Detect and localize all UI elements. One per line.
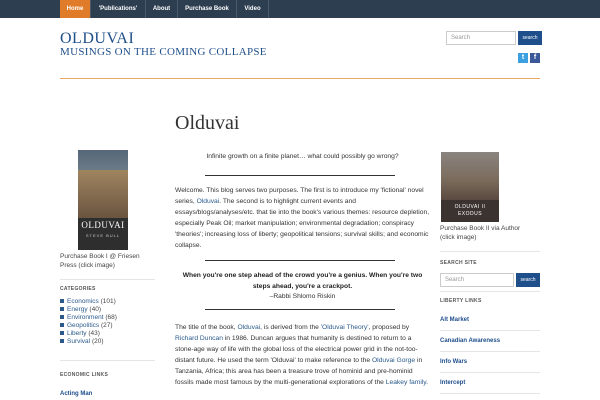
cover-subtitle: EXODUS (457, 211, 483, 217)
intro-text: . The second is to highlight current events and essays/blogs/analyses/etc. that tie into the book's various themes: resource depletion, especially Peak Oil; market manipulation; environmental degradation; conspiracy 'theories'; increasing loss of liberty; geopolitical tensions; survival skills; and economic collapse. (175, 198, 430, 249)
cover-title: OLDUVAI (81, 220, 125, 230)
liberty-link[interactable]: Info Wars (440, 359, 468, 365)
category-count: (68) (105, 314, 117, 321)
page-title: Olduvai (175, 112, 240, 134)
search-site-heading: SEARCH SITE (440, 260, 477, 266)
para-text: in 1986. Duncan argues that humanity is destined to return to a stone-age way of life with the global loss of the electrical power grid in the not-too-distant future. He used the term 'Olduvai' to make reference to the (175, 335, 418, 364)
site-title[interactable]: OLDUVAI (60, 30, 135, 47)
cover-image (441, 152, 499, 200)
nav-about[interactable]: About (146, 0, 178, 18)
quote-text: When you're one step ahead of the crowd you're a genius. When you're two steps ahead, you're a crackpot. (182, 272, 423, 290)
twitter-icon[interactable]: t (518, 53, 528, 63)
rss-icon (60, 315, 64, 319)
category-count: (20) (91, 338, 104, 345)
nav-publications[interactable]: 'Publications' (91, 0, 146, 18)
para-text: , is derived from the (260, 324, 321, 331)
category-link[interactable]: Economics (67, 298, 99, 305)
categories-list (60, 298, 117, 346)
rss-icon (60, 299, 64, 303)
sidebar-search-button[interactable]: search (516, 273, 540, 287)
book-one-caption: Purchase Book I @ Friesen Press (click image) (60, 253, 140, 269)
cover-rock (78, 170, 128, 218)
sidebar-divider (440, 330, 540, 331)
sidebar-divider (440, 351, 540, 352)
nav-purchase-book[interactable]: Purchase Book (178, 0, 237, 18)
rss-icon (60, 339, 64, 343)
content-rule (205, 175, 395, 176)
category-item[interactable] (60, 330, 117, 338)
top-navbar (0, 0, 600, 18)
category-item[interactable] (60, 322, 117, 330)
categories-heading: CATEGORIES (60, 286, 96, 292)
facebook-icon[interactable]: f (530, 53, 540, 63)
category-count: (27) (100, 322, 113, 329)
sidebar-divider (60, 279, 155, 280)
category-item[interactable] (60, 338, 117, 346)
sidebar-search-input[interactable]: Search (440, 273, 514, 287)
nav-video[interactable]: Video (237, 0, 269, 18)
liberty-link[interactable]: Alt Market (440, 317, 470, 323)
olduvai-link[interactable]: Olduvai (196, 198, 220, 205)
category-link[interactable]: Geopolitics (67, 322, 100, 329)
rss-icon (60, 331, 64, 335)
site-tagline: MUSINGS ON THE COMING COLLAPSE (60, 46, 267, 58)
sidebar-divider (440, 291, 540, 292)
quote-attribution: –Rabbi Shlomo Riskin (269, 293, 336, 300)
rss-icon (60, 307, 64, 311)
category-link[interactable]: Energy (67, 306, 88, 313)
nav-home[interactable]: Home (60, 0, 91, 18)
header-search-button[interactable]: search (518, 31, 542, 45)
intro-paragraph (175, 185, 430, 251)
olduvai-gorge-link[interactable]: Olduvai Gorge (371, 357, 416, 364)
blog-tagline: Infinite growth on a finite planet… what could possibly go wrong? (206, 153, 399, 160)
richard-duncan-link[interactable]: Richard Duncan (175, 335, 223, 342)
category-link[interactable]: Environment (67, 314, 104, 321)
olduvai-theory-link[interactable]: 'Olduvai Theory' (320, 324, 369, 331)
para-text: The title of the book, (175, 324, 238, 331)
sidebar-divider (60, 360, 155, 361)
para-text: , proposed by (368, 324, 410, 331)
category-item[interactable] (60, 314, 117, 322)
intro-text: Welcome. This blog serves two purposes. The first is to introduce my 'fictional' novel series, (175, 187, 424, 205)
sidebar-divider (440, 251, 540, 252)
category-link[interactable]: Survival (67, 338, 91, 345)
header-divider (60, 78, 540, 79)
content-rule (205, 309, 395, 310)
content-rule (205, 260, 395, 261)
title-origin-paragraph (175, 322, 430, 388)
leakey-family-link[interactable]: Leakey family (385, 379, 427, 386)
book-one-cover[interactable] (78, 150, 128, 250)
sidebar-divider (440, 393, 540, 394)
liberty-link[interactable]: Canadian Awareness (440, 338, 501, 344)
category-count: (40) (89, 306, 101, 313)
economic-link[interactable]: Acting Man (60, 391, 93, 397)
category-count: (43) (88, 330, 100, 337)
para-text: in Tanzania, Africa; this area has been a treasure trove of hominid and pre-hominid fossils made most famous by the multi-generational explorations of the (175, 357, 423, 386)
liberty-link[interactable]: Intercept (440, 380, 466, 386)
book-two-caption: Purchase Book II via Author (click image) (440, 225, 521, 241)
category-item[interactable] (60, 298, 117, 306)
economic-links-heading: ECONOMIC LINKS (60, 372, 109, 378)
cover-title: OLDUVAI II (454, 204, 486, 210)
book-two-cover[interactable] (441, 152, 499, 222)
olduvai-link[interactable]: Olduvai (237, 324, 261, 331)
cover-author: STEVE BULL (85, 233, 121, 238)
para-text: . (426, 379, 429, 386)
category-link[interactable]: Liberty (67, 330, 87, 337)
liberty-links-heading: LIBERTY LINKS (440, 298, 482, 304)
header-search-input[interactable]: Search (446, 31, 516, 45)
category-count: (101) (100, 298, 116, 305)
category-item[interactable] (60, 306, 117, 314)
sidebar-divider (440, 372, 540, 373)
rss-icon (60, 323, 64, 327)
